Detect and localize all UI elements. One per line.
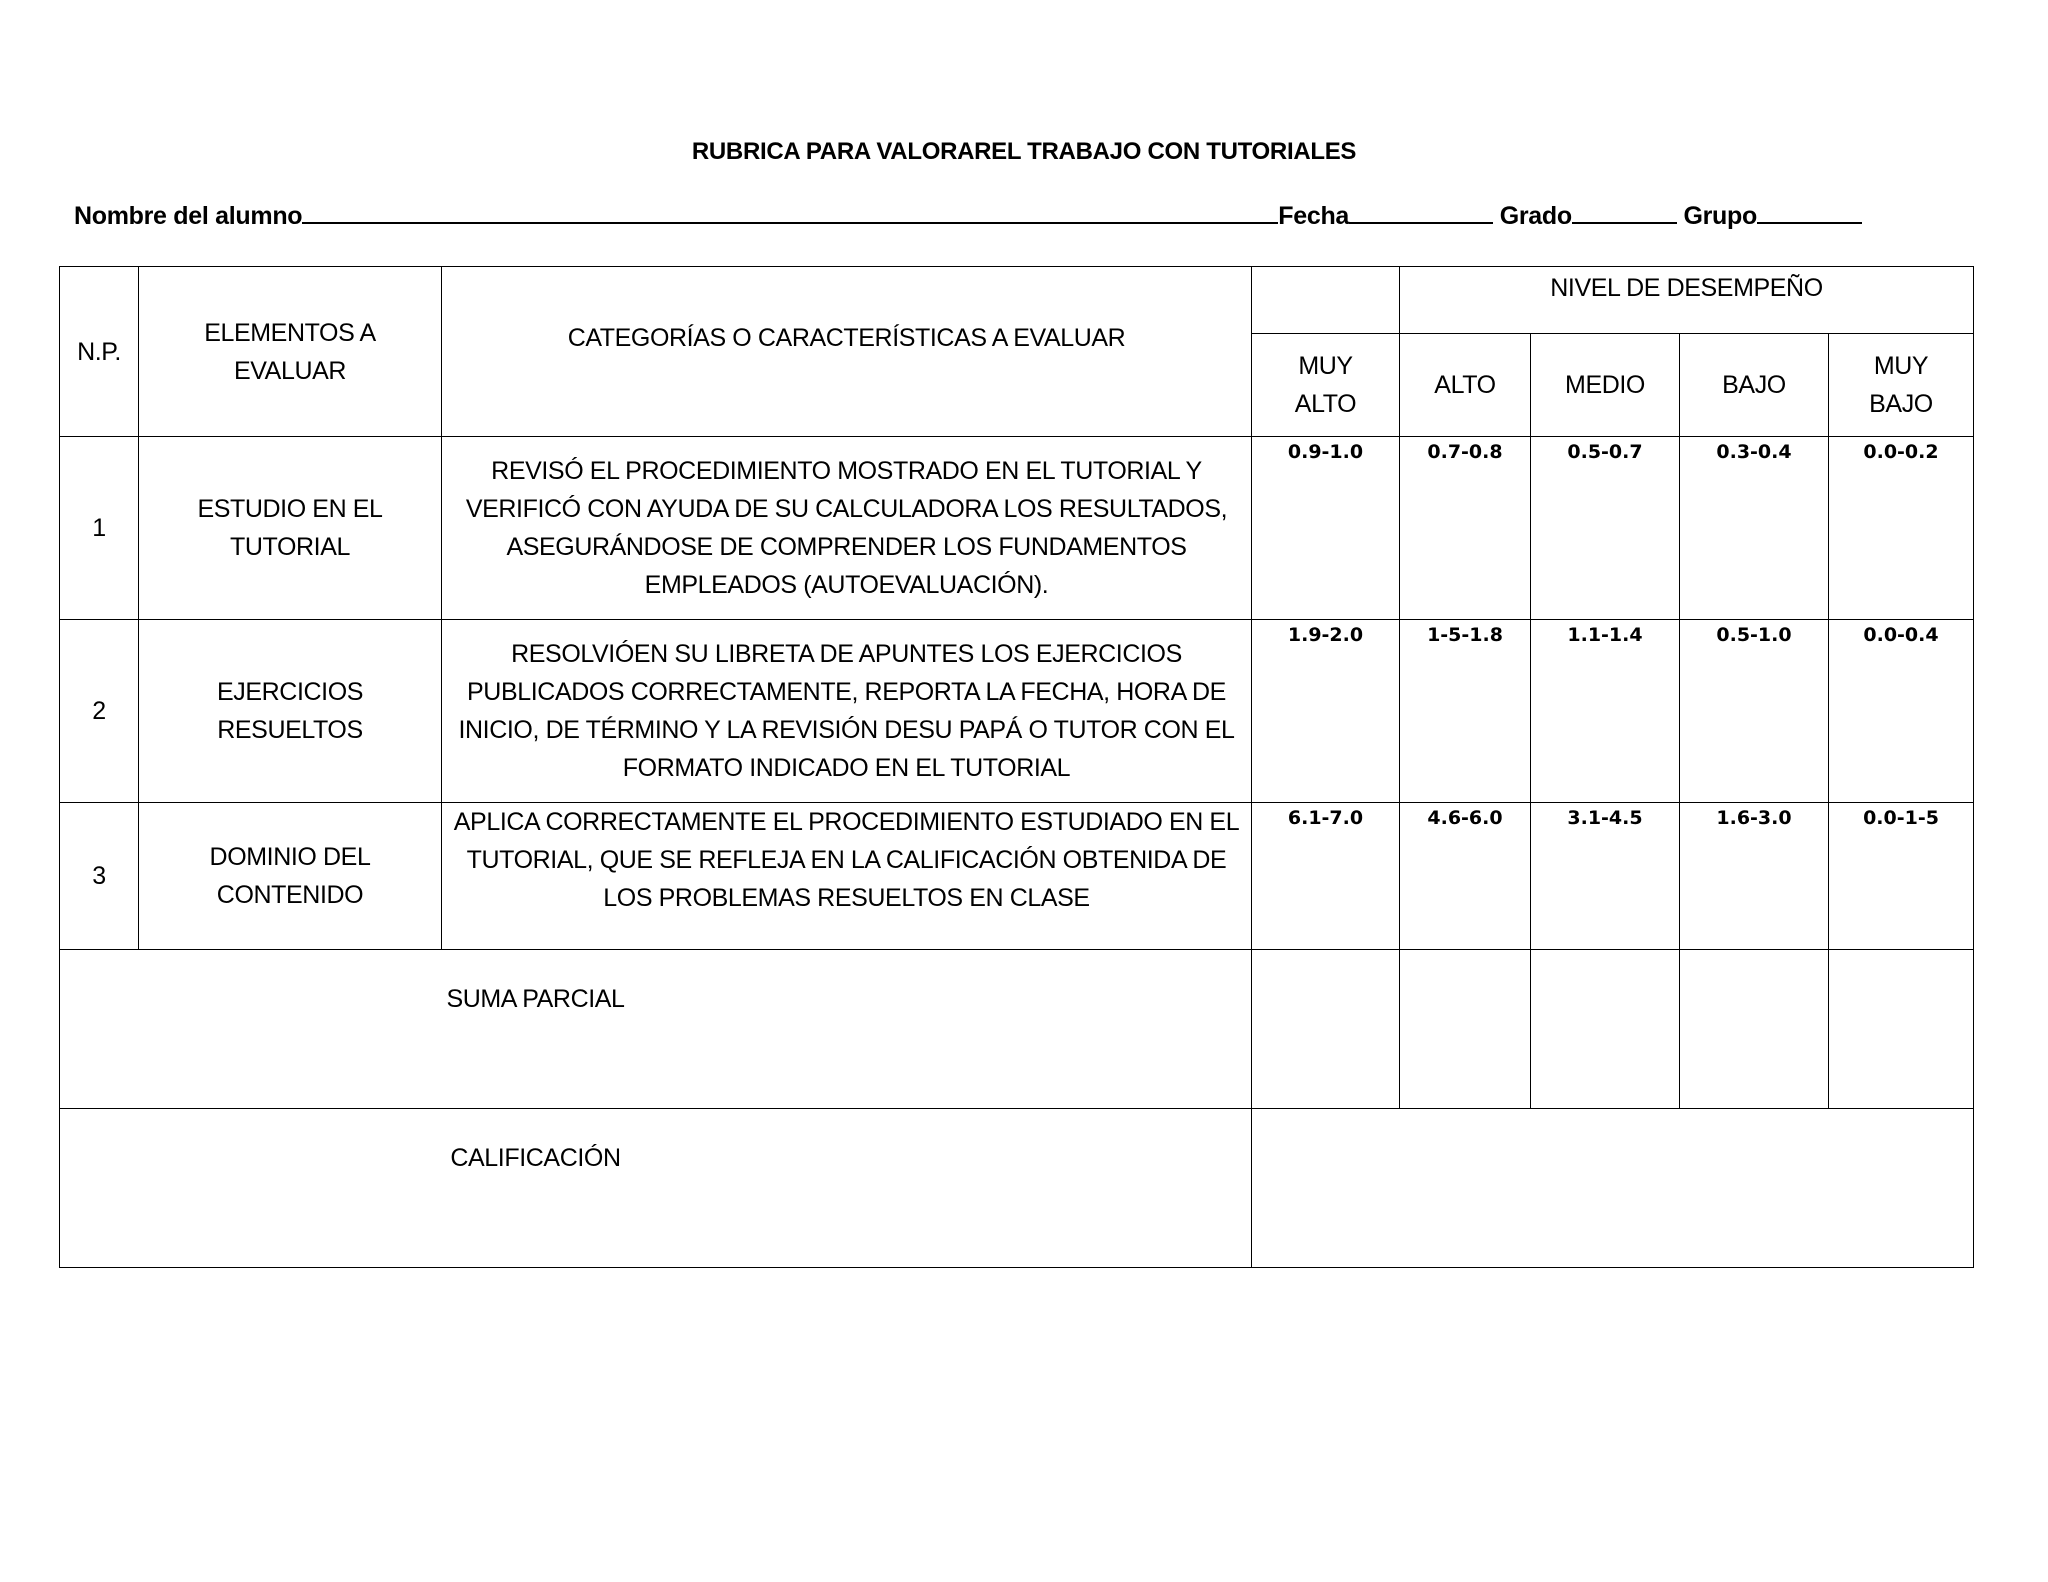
level-header-line: ALTO [1294, 390, 1357, 418]
description-line: EMPLEADOS (AUTOEVALUACIÓN). [644, 571, 1049, 599]
document-title: RUBRICA PARA VALORAREL TRABAJO CON TUTORIALES [691, 138, 1357, 165]
level-header-muy-bajo [1829, 334, 1974, 437]
fecha-field[interactable] [1349, 221, 1493, 224]
table-row [60, 803, 1974, 950]
description-line: REVISÓ EL PROCEDIMIENTO MOSTRADO EN EL TUTORIAL Y [491, 457, 1202, 485]
score-muy-alto: 0.9-1.0 [1252, 437, 1400, 620]
score-muy-bajo: 0.0-1-5 [1829, 803, 1974, 950]
suma-cell-bajo[interactable] [1680, 950, 1829, 1109]
calificacion-cell[interactable] [1252, 1109, 1974, 1268]
score-alto: 1-5-1.8 [1400, 620, 1531, 803]
score-bajo: 1.6-3.0 [1680, 803, 1829, 950]
grado-label: Grado [1499, 202, 1572, 230]
row-element-line: ESTUDIO EN EL [197, 495, 383, 523]
student-info-line [74, 202, 1862, 231]
description-line: PUBLICADOS CORRECTAMENTE, REPORTA LA FECHA, HORA DE [467, 678, 1226, 706]
row-number: 1 [60, 437, 139, 620]
table-row [60, 620, 1974, 803]
suma-cell-muy-bajo[interactable] [1829, 950, 1974, 1109]
nivel-desempeno-header: NIVEL DE DESEMPEÑO [1400, 267, 1974, 334]
header-row-top [60, 267, 1974, 334]
row-element-line: RESUELTOS [217, 716, 363, 744]
grupo-label: Grupo [1683, 202, 1757, 230]
row-number: 3 [60, 803, 139, 950]
description-line: VERIFICÓ CON AYUDA DE SU CALCULADORA LOS RESULTADOS, [465, 495, 1228, 523]
score-alto: 0.7-0.8 [1400, 437, 1531, 620]
row-element [139, 437, 442, 620]
row-description [442, 803, 1252, 950]
level-header-bajo: BAJO [1680, 334, 1829, 437]
row-description [442, 620, 1252, 803]
level-header-alto: ALTO [1400, 334, 1531, 437]
nombre-label: Nombre del alumno [74, 202, 303, 230]
suma-cell-medio[interactable] [1531, 950, 1680, 1109]
np-header: N.P. [60, 267, 139, 437]
description-line: INICIO, DE TÉRMINO Y LA REVISIÓN DESU PAPÁ O TUTOR CON EL [458, 716, 1235, 744]
row-number: 2 [60, 620, 139, 803]
row-element [139, 803, 442, 950]
row-element-line: DOMINIO DEL [209, 843, 371, 871]
score-bajo: 0.5-1.0 [1680, 620, 1829, 803]
nombre-field[interactable] [302, 221, 1278, 224]
score-medio: 1.1-1.4 [1531, 620, 1680, 803]
fecha-label: Fecha [1278, 202, 1350, 230]
level-header-line: MUY [1298, 352, 1353, 380]
level-header-muy-alto [1252, 334, 1400, 437]
row-element [139, 620, 442, 803]
score-muy-alto: 1.9-2.0 [1252, 620, 1400, 803]
elementos-header-line: EVALUAR [233, 356, 347, 385]
row-element-line: CONTENIDO [216, 881, 364, 909]
score-muy-alto: 6.1-7.0 [1252, 803, 1400, 950]
description-line: TUTORIAL, QUE SE REFLEJA EN LA CALIFICACIÓN OBTENIDA DE [466, 846, 1227, 874]
rubric-table [59, 266, 1974, 1268]
score-medio: 3.1-4.5 [1531, 803, 1680, 950]
level-header-line: BAJO [1869, 390, 1933, 418]
description-line: APLICA CORRECTAMENTE EL PROCEDIMIENTO ESTUDIADO EN EL [453, 808, 1240, 836]
description-line: RESOLVIÓEN SU LIBRETA DE APUNTES LOS EJERCICIOS [511, 640, 1182, 668]
score-bajo: 0.3-0.4 [1680, 437, 1829, 620]
grado-field[interactable] [1572, 221, 1677, 224]
row-element-line: EJERCICIOS [216, 678, 364, 706]
score-medio: 0.5-0.7 [1531, 437, 1680, 620]
elementos-header [139, 267, 442, 437]
score-muy-bajo: 0.0-0.2 [1829, 437, 1974, 620]
score-muy-bajo: 0.0-0.4 [1829, 620, 1974, 803]
elementos-header-line: ELEMENTOS A [204, 318, 376, 347]
calificacion-row [60, 1109, 1974, 1268]
level-header-medio: MEDIO [1531, 334, 1680, 437]
row-element-line: TUTORIAL [230, 533, 350, 561]
score-alto: 4.6-6.0 [1400, 803, 1531, 950]
row-description [442, 437, 1252, 620]
grupo-field[interactable] [1757, 221, 1862, 224]
description-line: FORMATO INDICADO EN EL TUTORIAL [622, 754, 1071, 782]
suma-cell-alto[interactable] [1400, 950, 1531, 1109]
empty-header-cell [1252, 267, 1400, 334]
table-row [60, 437, 1974, 620]
level-header-line: MUY [1873, 352, 1929, 380]
description-line: ASEGURÁNDOSE DE COMPRENDER LOS FUNDAMENTOS [506, 533, 1187, 561]
suma-parcial-row [60, 950, 1974, 1109]
categorias-header: CATEGORÍAS O CARACTERÍSTICAS A EVALUAR [442, 267, 1252, 437]
suma-parcial-label: SUMA PARCIAL [60, 950, 1252, 1109]
calificacion-label: CALIFICACIÓN [60, 1109, 1252, 1268]
suma-cell-muy-alto[interactable] [1252, 950, 1400, 1109]
description-line: LOS PROBLEMAS RESUELTOS EN CLASE [603, 884, 1090, 912]
